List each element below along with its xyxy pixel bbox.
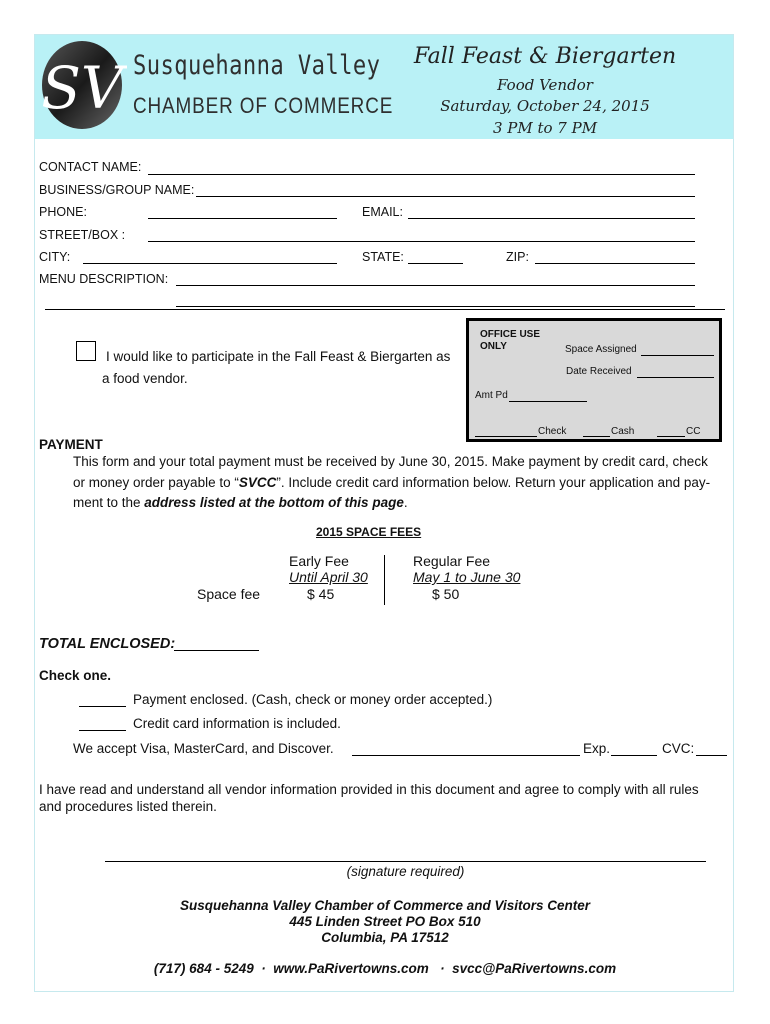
office-use-title-2: ONLY [480, 341, 507, 352]
regular-fee-period: May 1 to June 30 [413, 569, 521, 585]
org-name-line1: Susquehanna Valley [133, 50, 381, 81]
space-fee-label: Space fee [197, 586, 261, 602]
agreement-line2: and procedures listed therein. [39, 799, 217, 814]
exp-field[interactable] [611, 755, 657, 756]
event-title: Fall Feast & Biergarten [413, 44, 677, 69]
payment-heading: PAYMENT [39, 437, 103, 452]
footer-org: Susquehanna Valley Chamber of Commerce and Visitors Center [179, 898, 591, 913]
payment-line2: or money order payable to “SVCC”. Include credit card information below. Return your application and pay- [73, 475, 711, 490]
zip-label: ZIP: [506, 250, 529, 264]
email-field[interactable] [408, 218, 695, 219]
payment-line3: ment to the address listed at the bottom of this page. [73, 495, 408, 510]
footer-contact [35, 959, 735, 979]
payee-svcc: SVCC [238, 475, 277, 490]
total-enclosed-label: TOTAL ENCLOSED: [39, 636, 176, 652]
office-use-title: OFFICE USE [480, 329, 541, 340]
chamber-logo [37, 40, 127, 130]
regular-fee-amount: $ 50 [432, 586, 460, 602]
logo-letters: SV [41, 54, 123, 122]
cash-field[interactable] [583, 436, 610, 437]
state-field[interactable] [408, 263, 463, 264]
date-received-field[interactable] [637, 377, 714, 378]
phone-label: PHONE: [39, 205, 87, 219]
check-label: Check [538, 426, 567, 437]
payment-enclosed-checkline[interactable] [79, 706, 126, 707]
state-label: STATE: [362, 250, 404, 264]
regular-fee-label: Regular Fee [413, 553, 491, 569]
agreement-line1: I have read and understand all vendor information provided in this document and agree to comply with all rules [39, 782, 699, 797]
menu-description-field[interactable] [176, 285, 695, 286]
cc-field[interactable] [657, 436, 685, 437]
participate-line2: a food vendor. [102, 371, 188, 386]
payment-line1: This form and your total payment must be received by June 30, 2015. Make payment by credit card, check [73, 454, 708, 469]
street-field[interactable] [148, 241, 695, 242]
signature-label: (signature required) [346, 864, 465, 879]
participate-checkbox[interactable] [76, 341, 96, 361]
payment-enclosed-option: Payment enclosed. (Cash, check or money order accepted.) [133, 692, 493, 707]
space-assigned-label: Space Assigned [565, 344, 637, 355]
card-number-field[interactable] [352, 755, 580, 756]
early-fee-label: Early Fee [289, 553, 349, 569]
city-field[interactable] [83, 263, 337, 264]
contact-name-field[interactable] [148, 174, 695, 175]
participate-line1: I would like to participate in the Fall Feast & Biergarten as [106, 349, 451, 364]
footer-website[interactable]: www.PaRivertowns.com [273, 961, 429, 976]
event-date: Saturday, October 24, 2015 [440, 97, 650, 115]
business-name-field[interactable] [196, 196, 695, 197]
zip-field[interactable] [535, 263, 695, 264]
early-fee-period: Until April 30 [289, 569, 368, 585]
cards-accepted: We accept Visa, MasterCard, and Discover. [73, 741, 334, 756]
contact-name-label: CONTACT NAME: [39, 160, 142, 174]
credit-card-checkline[interactable] [79, 730, 126, 731]
footer-street: 445 Linden Street PO Box 510 [289, 914, 481, 929]
footer-email[interactable]: svcc@PaRivertowns.com [452, 961, 617, 976]
address-reference: address listed at the bottom of this page [144, 495, 404, 510]
cvc-field[interactable] [696, 755, 727, 756]
page-frame [34, 34, 734, 992]
total-enclosed-field[interactable] [174, 650, 259, 651]
city-label: CITY: [39, 250, 71, 264]
cc-label: CC [686, 426, 701, 437]
street-label: STREET/BOX : [39, 228, 126, 242]
section-divider [45, 309, 725, 310]
fees-heading: 2015 SPACE FEES [316, 525, 422, 539]
exp-label: Exp. [583, 741, 611, 756]
check-one-label: Check one. [39, 668, 112, 683]
space-assigned-field[interactable] [641, 355, 714, 356]
cvc-label: CVC: [662, 741, 695, 756]
early-fee-amount: $ 45 [307, 586, 335, 602]
separator-dot-1: · [261, 961, 266, 976]
date-received-label: Date Received [566, 366, 632, 377]
menu-description-field-2[interactable] [176, 306, 695, 307]
amt-pd-label: Amt Pd [475, 390, 508, 401]
org-name-line2: CHAMBER OF COMMERCE [133, 93, 394, 118]
amt-pd-field[interactable] [509, 401, 587, 402]
check-field[interactable] [475, 436, 537, 437]
cash-label: Cash [611, 426, 635, 437]
fee-divider [384, 555, 385, 605]
email-label: EMAIL: [362, 205, 403, 219]
office-use-box [466, 318, 722, 442]
credit-card-option: Credit card information is included. [133, 716, 341, 731]
business-name-label: BUSINESS/GROUP NAME: [39, 183, 195, 197]
menu-description-label: MENU DESCRIPTION: [39, 272, 169, 286]
separator-dot-2: · [440, 961, 445, 976]
event-subtitle: Food Vendor [497, 76, 593, 94]
footer-city: Columbia, PA 17512 [321, 930, 449, 945]
phone-field[interactable] [148, 218, 337, 219]
event-time: 3 PM to 7 PM [492, 119, 598, 137]
footer-phone: (717) 684 - 5249 [153, 961, 254, 976]
